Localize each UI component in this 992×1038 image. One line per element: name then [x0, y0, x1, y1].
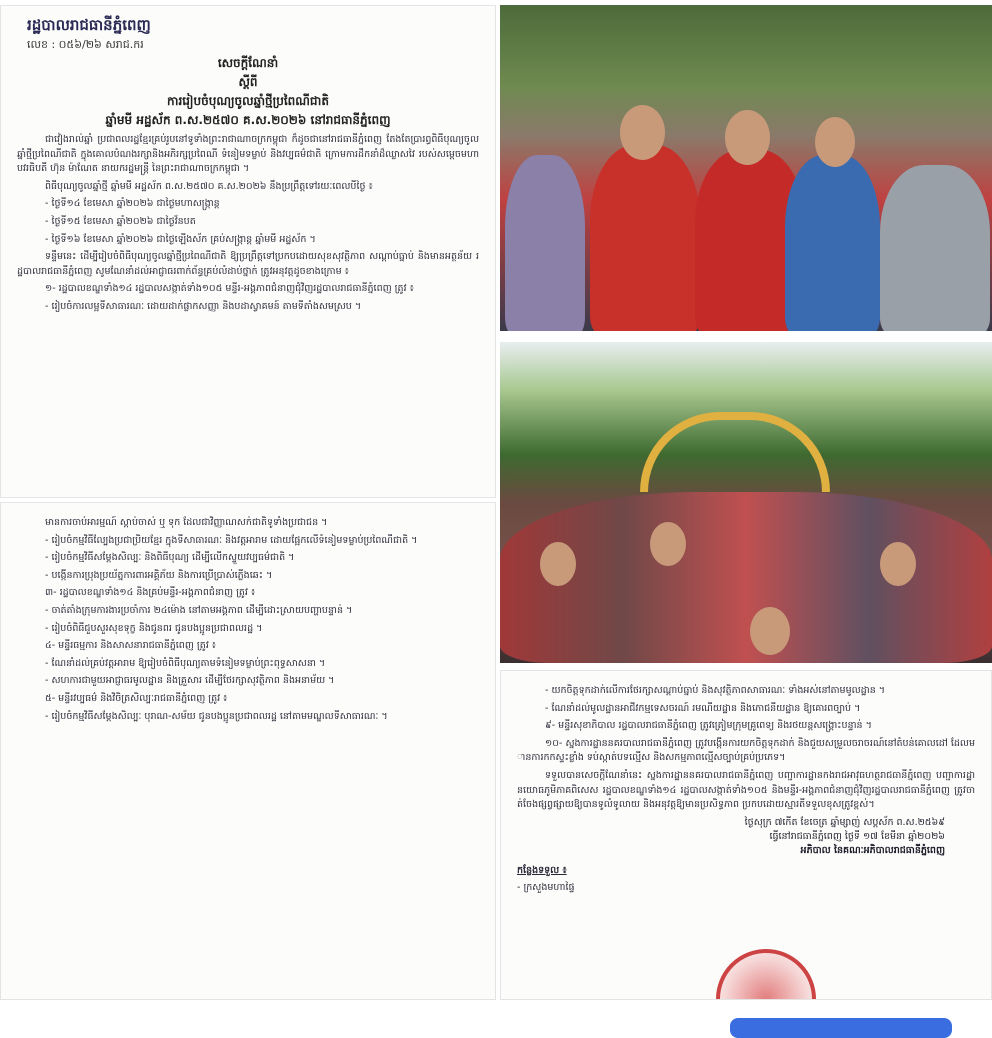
paragraph: - រៀបចំកម្មវិធីសម្ដែងសិល្បៈ បុរាណ-សម័យ ជូនបងប្អូនប្រជាពលរដ្ឋ នៅតាមមណ្ឌលទីសាធារណៈ ។: [45, 710, 388, 722]
paragraph: ពិធីបុណ្យចូលឆ្នាំថ្មី ឆ្នាំមមី អដ្ឋស័ក ព.ស.២៥៧០ គ.ស.២០២៦ នឹងប្រព្រឹត្តទៅរយៈពេលបីថ្ងៃ ៖: [45, 180, 373, 192]
cc-label: កន្លែងទទួល ៖: [517, 864, 567, 876]
paragraph: ទទួលបានសេចក្ដីណែនាំនេះ ស្នងការដ្ឋាននគរបាលរាជធានីភ្នំពេញ បញ្ជាការដ្ឋានកងរាជអាវុធហត្ថរាជធានីភ្នំពេញ បញ្ជាការដ្ឋានយោធភូមិភាគពិសេស រដ្ឋបាលខណ្ឌទាំង១៤ រដ្ឋបាលសង្កាត់ទាំង១០៥ និងមន្ទីរ-អង្គភាពជំនាញជុំវិញរដ្ឋបាលរាជធានីភ្នំពេញ ត្រូវចាត់ចែងផ្សព្វផ្សាយឱ្យបានទូលំទូលាយ និងអនុវត្តឱ្យមានប្រសិទ្ធភាព ប្រកបដោយស្មារតីទទួលខុសត្រូវខ្ពស់។: [517, 769, 975, 811]
paragraph: - បង្កើនការប្រុងប្រយ័ត្នការពារអគ្គិភ័យ និងការប្រើប្រាស់ភ្លើងឆេះ ។: [45, 569, 273, 581]
paragraph: - ណែនាំដល់គ្រប់វត្តអារាម ឱ្យរៀបចំពិធីបុណ្យតាមទំនៀមទម្លាប់ព្រះពុទ្ធសាសនា ។: [45, 657, 326, 669]
document-page-3: [500, 670, 992, 1000]
paragraph: - រៀបចំកម្មវិធីសម្ដែងសិល្បៈ និងពិធីបុណ្យ ដើម្បីលើកស្ទួយវប្បធម៌ជាតិ ។: [45, 552, 295, 564]
paragraph: - រៀបចំកម្មវិធីល្បែងប្រជាប្រិយខ្មែរ ក្នុងទីសាធារណៈ និងវត្តអារាម ដោយផ្អែកលើទំនៀមទម្លាប់ប្រពៃណីជាតិ ។: [45, 534, 418, 546]
document-page-1: [0, 5, 496, 498]
document-topic: ការរៀបចំបុណ្យចូលឆ្នាំថ្មីប្រពៃណីជាតិ: [167, 94, 329, 108]
photo-festival-crowd: [500, 342, 992, 663]
paragraph: ៩- មន្ទីរសុខាភិបាល រដ្ឋបាលរាជធានីភ្នំពេញ ត្រូវត្រៀមក្រុមគ្រូពេទ្យ និងរថយន្តសង្គ្រោះបន្ទាន់ ។: [545, 720, 872, 732]
paragraph: - សហការជាមួយអាជ្ញាធរមូលដ្ឋាន និងគ្រួសារ ដើម្បីថែរក្សាសុវត្ថិភាព និងអនាម័យ ។: [45, 675, 335, 687]
paragraph: - ថ្ងៃទី១៦ ខែមេសា ឆ្នាំ២០២៦ ជាថ្ងៃឡើងស័ក គ្រប់សង្ក្រាន្ត ឆ្នាំមមី អដ្ឋស័ក ។: [45, 233, 316, 245]
lunar-date: ថ្ងៃសុក្រ ៧កើត ខែចេត្រ ឆ្នាំម្សាញ់ សប្តស័ក ព.ស.២៥៦៩: [744, 816, 945, 828]
official-seal: [716, 949, 816, 1000]
paragraph: - ថ្ងៃទី១៤ ខែមេសា ឆ្នាំ២០២៦ ជាថ្ងៃមហាសង្ក្រាន្ត: [45, 198, 220, 210]
paragraph: - ណែនាំដល់មូលដ្ឋានអាជីវកម្មទេសចរណ៍ រមណីយដ្ឋាន និងភោជនីយដ្ឋាន ឱ្យគោរពច្បាប់ ។: [545, 702, 861, 714]
paragraph: ជាវៀងរាល់ឆ្នាំ ប្រជាពលរដ្ឋខ្មែរគ្រប់រូបនៅទូទាំងព្រះរាជាណាចក្រកម្ពុជា ក៏ដូចជានៅរាជធានីភ្នំពេញ តែងតែប្រារព្ធពិធីបុណ្យចូលឆ្នាំថ្មីប្រពៃណីជាតិ ក្នុងគោលបំណងរក្សានិងអភិរក្សប្រពៃណី ទំនៀមទម្លាប់ និងវប្បធម៌ជាតិ ក្រោមការដឹកនាំដ៏ឈ្លាសវៃ របស់សម្ដេចមហាបវរធិបតី ហ៊ុន ម៉ាណែត នាយករដ្ឋមន្ត្រី នៃព្រះរាជាណាចក្រកម្ពុជា ។: [17, 134, 479, 175]
document-subtitle: ស្ដីពី: [238, 75, 258, 89]
document-page-2: [0, 502, 496, 1000]
action-button[interactable]: [730, 1018, 952, 1038]
document-title: សេចក្ដីណែនាំ: [217, 56, 279, 70]
paragraph: - យកចិត្តទុកដាក់លើការថែរក្សាសណ្ដាប់ធ្នាប់ និងសុវត្ថិភាពសាធារណៈ ទាំងអស់នៅតាមមូលដ្ឋាន ។: [545, 685, 886, 696]
paragraph: - ថ្ងៃទី១៥ ខែមេសា ឆ្នាំ២០២៦ ជាថ្ងៃវ័នបត: [45, 215, 196, 227]
document-date: ធ្វើនៅរាជធានីភ្នំពេញ ថ្ងៃទី ១៧ ខែមីនា ឆ្នាំ២០២៦: [769, 830, 945, 842]
reference-number: លេខ : ០៥៦/២៦ សរាជ.ករ: [27, 38, 144, 51]
paragraph: - រៀបចំពិធីជួបសួរសុខទុក្ខ និងជូនពរ ជូនបងប្អូនប្រជាពលរដ្ឋ ។: [45, 622, 263, 634]
ministry-header: រដ្ឋបាលរាជធានីភ្នំពេញ: [27, 16, 151, 34]
signer-title: អភិបាល នៃគណៈអភិបាលរាជធានីភ្នំពេញ: [800, 844, 945, 856]
paragraph: ទន្ទឹមនេះ ដើម្បីរៀបចំពិធីបុណ្យចូលឆ្នាំថ្មីប្រពៃណីជាតិ ឱ្យប្រព្រឹត្តទៅប្រកបដោយសុខសុវត្ថិភាព សណ្ដាប់ធ្នាប់ និងមានអត្ថន័យ រដ្ឋបាលរាជធានីភ្នំពេញ សូមណែនាំដល់អាជ្ញាធរពាក់ព័ន្ធគ្រប់លំដាប់ថ្នាក់ ត្រូវអនុវត្តដូចខាងក្រោម ៖: [17, 251, 479, 277]
document-year-line: ឆ្នាំមមី អដ្ឋស័ក ព.ស.២៥៧០ គ.ស.២០២៦ នៅរាជធានីភ្នំពេញ: [105, 113, 391, 127]
paragraph: មានការចាប់អារម្មណ៍ ស្ដាប់ចាស់ ឬ ទុក ដែលជាវិញ្ញាណសក់ជាតិទូទាំងប្រជាជន ។: [45, 517, 328, 528]
paragraph: - ចាត់តាំងក្រុមការងារប្រចាំការ ២៤ម៉ោង នៅតាមអង្គភាព ដើម្បីដោះស្រាយបញ្ហាបន្ទាន់ ។: [45, 604, 353, 616]
paragraph: ៥- មន្ទីរវប្បធម៌ និងវិចិត្រសិល្បៈរាជធានីភ្នំពេញ ត្រូវ ៖: [45, 692, 228, 704]
photo-officials-walking: [500, 5, 992, 331]
paragraph: ៣- រដ្ឋបាលខណ្ឌទាំង១៤ និងគ្រប់មន្ទីរ-អង្គភាពជំនាញ ត្រូវ ៖: [45, 587, 256, 599]
cc-item: - ក្រសួងមហាផ្ទៃ: [517, 882, 575, 894]
paragraph: ៤- មន្ទីរធម្មការ និងសាសនារាជធានីភ្នំពេញ ត្រូវ ៖: [45, 640, 216, 652]
festival-gate: [640, 412, 830, 492]
paragraph: - រៀបចំការលម្អទីសាធារណៈ ដោយដាក់ផ្លាកសញ្ញា និងបដាស្វាគមន៍ តាមទីតាំងសមស្រប ។: [45, 300, 362, 312]
paragraph: ១- រដ្ឋបាលខណ្ឌទាំង១៤ រដ្ឋបាលសង្កាត់ទាំង១០៥ មន្ទីរ-អង្គភាពជំនាញជុំវិញរដ្ឋបាលរាជធានីភ្នំពេញ ត្រូវ ៖: [45, 283, 414, 295]
paragraph: ១០- ស្នងការដ្ឋាននគរបាលរាជធានីភ្នំពេញ ត្រូវបង្កើនការយកចិត្តទុកដាក់ និងជួយសម្រួលចរាចរណ៍នៅតំបន់គោលដៅ ដែលមានការកកស្ទះខ្លាំង ទប់ស្កាត់បទល្មើស និងសកម្មភាពល្មើសច្បាប់គ្រប់ប្រភេទ។: [517, 737, 975, 764]
